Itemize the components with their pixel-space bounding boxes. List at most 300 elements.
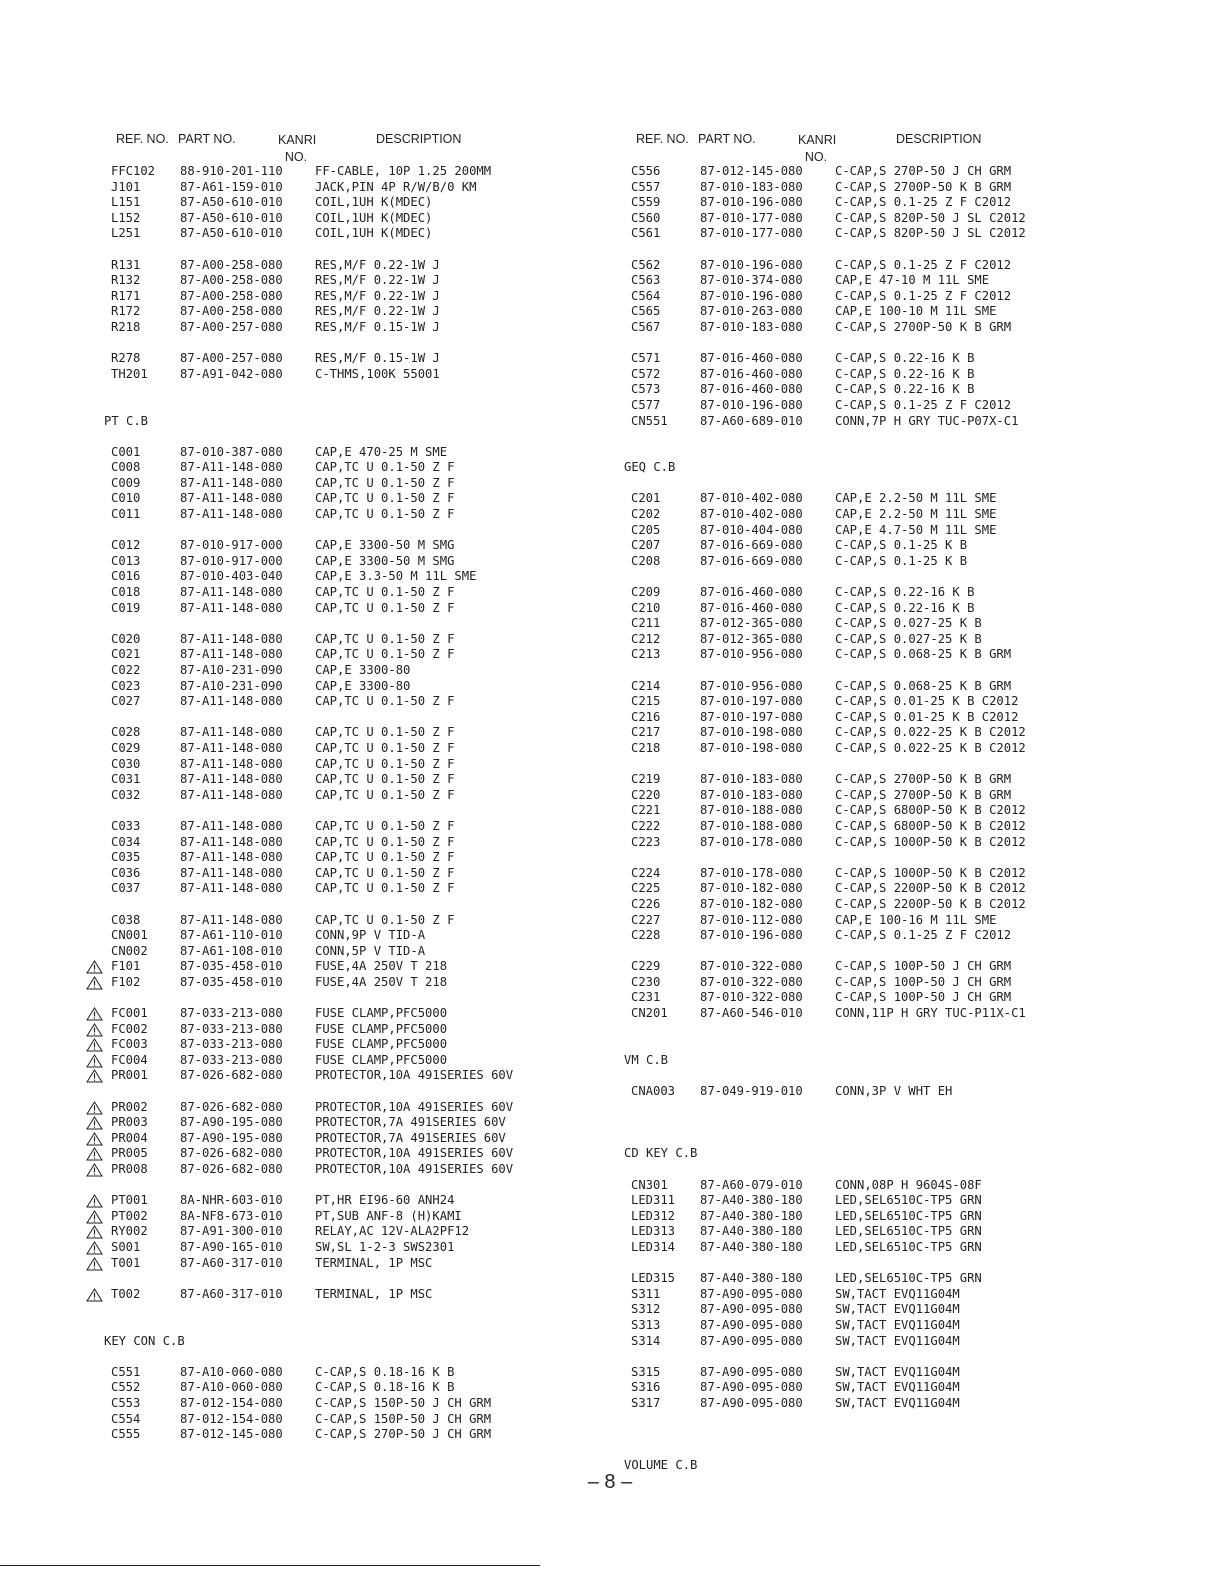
description: CAP,TC U 0.1-50 Z F xyxy=(315,585,455,600)
part-row xyxy=(606,835,1166,851)
part-row xyxy=(86,819,646,835)
description: C-CAP,S 0.18-16 K B xyxy=(315,1380,455,1395)
description: C-CAP,S 0.022-25 K B C2012 xyxy=(835,725,1026,740)
part-no: 87-026-682-080 xyxy=(180,1068,283,1083)
ref-no: C020 xyxy=(111,631,141,646)
row-spacer xyxy=(606,850,1166,866)
ref-no: TH201 xyxy=(111,366,148,381)
warning-triangle-icon xyxy=(86,1257,103,1271)
description: FUSE,4A 250V T 218 xyxy=(315,974,448,989)
part-no: 87-A11-148-080 xyxy=(180,694,283,709)
warning-triangle-icon xyxy=(86,1054,103,1068)
description: FUSE CLAMP,PFC5000 xyxy=(315,1006,448,1021)
ref-no: C559 xyxy=(631,195,661,210)
part-no: 87-010-403-040 xyxy=(180,569,283,584)
description: COIL,1UH K(MDEC) xyxy=(315,226,433,241)
part-row xyxy=(86,647,646,663)
warning-triangle-icon xyxy=(86,960,103,974)
part-no: 87-A90-095-080 xyxy=(700,1395,803,1410)
part-no: 87-010-196-080 xyxy=(700,928,803,943)
ref-no: CN201 xyxy=(631,1006,668,1021)
ref-no: C023 xyxy=(111,678,141,693)
description: LED,SEL6510C-TP5 GRN xyxy=(835,1239,982,1254)
ref-no: C573 xyxy=(631,382,661,397)
ref-no: C554 xyxy=(111,1411,141,1426)
row-spacer xyxy=(606,1256,1166,1272)
part-row xyxy=(606,1224,1166,1240)
part-no: 8A-NHR-603-010 xyxy=(180,1193,283,1208)
kanri-no-header: KANRI NO. xyxy=(278,133,317,164)
part-row xyxy=(606,803,1166,819)
ref-no: PR002 xyxy=(111,1099,148,1114)
description: CAP,E 2.2-50 M 11L SME xyxy=(835,507,997,522)
description: RES,M/F 0.15-1W J xyxy=(315,351,440,366)
part-no: 87-010-387-080 xyxy=(180,444,283,459)
kanri-no-header: KANRI NO. xyxy=(798,133,837,164)
part-row xyxy=(606,180,1166,196)
part-row xyxy=(606,507,1166,523)
part-row xyxy=(86,569,646,585)
part-no: 87-010-177-080 xyxy=(700,226,803,241)
description: C-CAP,S 2700P-50 K B GRM xyxy=(835,319,1012,334)
description: FF-CABLE, 10P 1.25 200MM xyxy=(315,164,492,178)
description: C-CAP,S 0.027-25 K B xyxy=(835,631,982,646)
ref-no: FC001 xyxy=(111,1006,148,1021)
ref-no: T001 xyxy=(111,1255,141,1270)
ref-no: LED312 xyxy=(631,1208,676,1223)
description: SW,TACT EVQ11G04M xyxy=(835,1364,960,1379)
row-spacer xyxy=(606,1100,1166,1116)
part-no: 87-012-154-080 xyxy=(180,1395,283,1410)
part-row xyxy=(606,632,1166,648)
ref-no-header: REF. NO. xyxy=(636,132,689,146)
part-no: 87-A11-148-080 xyxy=(180,460,283,475)
description: CAP,E 470-25 M SME xyxy=(315,444,448,459)
part-no: 87-A90-095-080 xyxy=(700,1333,803,1348)
part-row xyxy=(86,1006,646,1022)
column-header xyxy=(606,128,1166,164)
warning-triangle-icon xyxy=(86,1163,103,1177)
part-row xyxy=(86,850,646,866)
description: TERMINAL, 1P MSC xyxy=(315,1255,433,1270)
part-no: 87-A11-148-080 xyxy=(180,740,283,755)
part-row xyxy=(86,1256,646,1272)
section-title: VM C.B xyxy=(624,1052,669,1067)
part-no: 87-A11-148-080 xyxy=(180,912,283,927)
part-no: 87-010-198-080 xyxy=(700,740,803,755)
description: C-CAP,S 0.1-25 Z F C2012 xyxy=(835,397,1012,412)
section-title: PT C.B xyxy=(104,413,149,428)
part-row xyxy=(86,476,646,492)
part-row xyxy=(86,944,646,960)
part-row xyxy=(86,445,646,461)
ref-no: C565 xyxy=(631,304,661,319)
description: C-CAP,S 2700P-50 K B GRM xyxy=(835,179,1012,194)
part-no: 87-A00-257-080 xyxy=(180,351,283,366)
ref-no: PT001 xyxy=(111,1193,148,1208)
part-no: 87-012-365-080 xyxy=(700,631,803,646)
ref-no: PT002 xyxy=(111,1208,148,1223)
part-row xyxy=(86,1162,646,1178)
part-row xyxy=(606,788,1166,804)
part-no: 87-A91-042-080 xyxy=(180,366,283,381)
part-row xyxy=(606,554,1166,570)
description: CAP,E 3300-50 M SMG xyxy=(315,538,455,553)
part-row xyxy=(606,523,1166,539)
ref-no: F101 xyxy=(111,959,141,974)
description: CAP,TC U 0.1-50 Z F xyxy=(315,725,455,740)
row-spacer xyxy=(86,1318,646,1334)
description: CAP,TC U 0.1-50 Z F xyxy=(315,865,455,880)
part-row xyxy=(606,1302,1166,1318)
part-row xyxy=(86,367,646,383)
ref-no: S314 xyxy=(631,1333,661,1348)
part-no: 87-010-322-080 xyxy=(700,990,803,1005)
part-row xyxy=(606,897,1166,913)
part-row xyxy=(86,1240,646,1256)
part-row xyxy=(606,414,1166,430)
description: CAP,E 100-10 M 11L SME xyxy=(835,304,997,319)
part-row xyxy=(606,1334,1166,1350)
description: CAP,TC U 0.1-50 Z F xyxy=(315,850,455,865)
part-row xyxy=(606,694,1166,710)
row-spacer xyxy=(606,445,1166,461)
part-row xyxy=(86,632,646,648)
part-row xyxy=(86,1193,646,1209)
part-no: 87-026-682-080 xyxy=(180,1162,283,1176)
ref-no: CN001 xyxy=(111,928,148,943)
part-no: 87-010-402-080 xyxy=(700,507,803,522)
part-row xyxy=(86,273,646,289)
description: C-CAP,S 6800P-50 K B C2012 xyxy=(835,803,1026,818)
description: PROTECTOR,10A 491SERIES 60V xyxy=(315,1068,514,1083)
ref-no: S312 xyxy=(631,1302,661,1317)
row-spacer xyxy=(606,1349,1166,1365)
description: CAP,TC U 0.1-50 Z F xyxy=(315,600,455,615)
part-no: 87-016-460-080 xyxy=(700,366,803,381)
part-no: 87-010-188-080 xyxy=(700,818,803,833)
row-spacer xyxy=(86,398,646,414)
description: FUSE CLAMP,PFC5000 xyxy=(315,1052,448,1067)
description: CAP,TC U 0.1-50 Z F xyxy=(315,647,455,662)
part-no: 87-012-145-080 xyxy=(700,164,803,178)
part-row xyxy=(86,1224,646,1240)
part-no: 87-010-182-080 xyxy=(700,881,803,896)
description: C-CAP,S 0.1-25 Z F C2012 xyxy=(835,288,1012,303)
part-no: 88-910-201-110 xyxy=(180,164,283,178)
section-title: VOLUME C.B xyxy=(624,1458,698,1473)
part-row xyxy=(86,1068,646,1084)
description: C-CAP,S 0.068-25 K B GRM xyxy=(835,647,1012,662)
part-no: 87-A10-231-090 xyxy=(180,678,283,693)
part-row xyxy=(606,1178,1166,1194)
description: C-CAP,S 0.027-25 K B xyxy=(835,616,982,631)
part-no: 87-A90-095-080 xyxy=(700,1380,803,1395)
row-spacer xyxy=(606,569,1166,585)
warning-triangle-icon xyxy=(86,1069,103,1083)
ref-no: C019 xyxy=(111,600,141,615)
part-row xyxy=(86,788,646,804)
row-spacer xyxy=(86,382,646,398)
description: C-CAP,S 0.18-16 K B xyxy=(315,1364,455,1379)
description: CAP,TC U 0.1-50 Z F xyxy=(315,740,455,755)
part-row xyxy=(606,975,1166,991)
part-row xyxy=(86,725,646,741)
part-no: 87-A11-148-080 xyxy=(180,818,283,833)
ref-no: C227 xyxy=(631,912,661,927)
warning-triangle-icon xyxy=(86,1288,103,1302)
description: FUSE,4A 250V T 218 xyxy=(315,959,448,974)
part-no: 87-A90-195-080 xyxy=(180,1115,283,1130)
part-row xyxy=(606,1287,1166,1303)
part-row xyxy=(606,1380,1166,1396)
part-row xyxy=(86,1022,646,1038)
description: C-CAP,S 270P-50 J CH GRM xyxy=(315,1427,492,1442)
part-no: 87-A11-148-080 xyxy=(180,475,283,490)
part-no: 87-A11-148-080 xyxy=(180,834,283,849)
row-spacer xyxy=(606,944,1166,960)
page-number: – 8 – xyxy=(587,1471,633,1493)
part-row xyxy=(606,647,1166,663)
part-no: 87-026-682-080 xyxy=(180,1146,283,1161)
ref-no: C561 xyxy=(631,226,661,241)
part-row xyxy=(86,320,646,336)
part-row xyxy=(86,913,646,929)
part-no: 87-012-154-080 xyxy=(180,1411,283,1426)
part-row xyxy=(86,351,646,367)
row-spacer xyxy=(86,336,646,352)
part-row xyxy=(606,382,1166,398)
part-no: 87-A90-095-080 xyxy=(700,1286,803,1301)
description-header: DESCRIPTION xyxy=(896,132,982,146)
section-title: GEQ C.B xyxy=(624,460,676,475)
description: RES,M/F 0.22-1W J xyxy=(315,257,440,272)
row-spacer xyxy=(606,1022,1166,1038)
part-row xyxy=(86,601,646,617)
part-no: 87-035-458-010 xyxy=(180,959,283,974)
part-row xyxy=(606,959,1166,975)
part-no: 87-010-178-080 xyxy=(700,865,803,880)
ref-no: C223 xyxy=(631,834,661,849)
ref-no: PR001 xyxy=(111,1068,148,1083)
part-row xyxy=(606,538,1166,554)
description: SW,TACT EVQ11G04M xyxy=(835,1302,960,1317)
row-spacer xyxy=(606,1412,1166,1428)
row-spacer xyxy=(86,1178,646,1194)
ref-no: C201 xyxy=(631,491,661,506)
part-row xyxy=(606,1271,1166,1287)
part-no: 87-010-956-080 xyxy=(700,678,803,693)
part-row xyxy=(606,710,1166,726)
ref-no: C009 xyxy=(111,475,141,490)
ref-no: C021 xyxy=(111,647,141,662)
row-spacer xyxy=(86,242,646,258)
description: C-CAP,S 0.22-16 K B xyxy=(835,351,975,366)
warning-triangle-icon xyxy=(86,1116,103,1130)
ref-no: CNA003 xyxy=(631,1084,676,1099)
ref-no: C221 xyxy=(631,803,661,818)
ref-no: F102 xyxy=(111,974,141,989)
ref-no: C038 xyxy=(111,912,141,927)
ref-no: S316 xyxy=(631,1380,661,1395)
part-row xyxy=(86,1209,646,1225)
ref-no: C229 xyxy=(631,959,661,974)
description: CAP,E 3300-80 xyxy=(315,678,411,693)
description: CONN,3P V WHT EH xyxy=(835,1084,953,1099)
part-row xyxy=(86,835,646,851)
parts-list-right-column xyxy=(606,128,1166,1474)
row-spacer xyxy=(606,1427,1166,1443)
part-row xyxy=(86,959,646,975)
ref-no: C551 xyxy=(111,1364,141,1379)
part-no: 87-A61-159-010 xyxy=(180,179,283,194)
part-no: 87-016-460-080 xyxy=(700,585,803,600)
description: CONN,5P V TID-A xyxy=(315,943,426,958)
ref-no: C012 xyxy=(111,538,141,553)
ref-no: L151 xyxy=(111,195,141,210)
part-row xyxy=(606,928,1166,944)
ref-no: C032 xyxy=(111,787,141,802)
ref-no: R218 xyxy=(111,319,141,334)
description: CAP,TC U 0.1-50 Z F xyxy=(315,507,455,522)
part-row xyxy=(86,585,646,601)
ref-no-header: REF. NO. xyxy=(116,132,169,146)
part-no: 87-026-682-080 xyxy=(180,1099,283,1114)
description: CAP,E 3300-80 xyxy=(315,663,411,677)
ref-no: C215 xyxy=(631,694,661,709)
ref-no: L152 xyxy=(111,210,141,225)
part-row xyxy=(606,913,1166,929)
description: C-CAP,S 6800P-50 K B C2012 xyxy=(835,818,1026,833)
part-no: 87-010-374-080 xyxy=(700,273,803,288)
ref-no: R278 xyxy=(111,351,141,366)
part-row xyxy=(86,1427,646,1443)
part-no: 87-A60-317-010 xyxy=(180,1255,283,1270)
description: RES,M/F 0.22-1W J xyxy=(315,273,440,288)
part-no: 87-A11-148-080 xyxy=(180,491,283,506)
ref-no: C212 xyxy=(631,631,661,646)
description: C-CAP,S 100P-50 J CH GRM xyxy=(835,974,1012,989)
description: CAP,TC U 0.1-50 Z F xyxy=(315,834,455,849)
part-row xyxy=(606,398,1166,414)
row-spacer xyxy=(86,523,646,539)
part-row xyxy=(86,1146,646,1162)
ref-no: CN002 xyxy=(111,943,148,958)
description: PROTECTOR,10A 491SERIES 60V xyxy=(315,1146,514,1161)
part-no: 87-010-197-080 xyxy=(700,709,803,724)
part-row xyxy=(606,304,1166,320)
part-no: 87-A60-689-010 xyxy=(700,413,803,428)
part-no: 87-010-196-080 xyxy=(700,195,803,210)
part-no: 87-033-213-080 xyxy=(180,1052,283,1067)
ref-no: C567 xyxy=(631,319,661,334)
description: CAP,TC U 0.1-50 Z F xyxy=(315,460,455,475)
ref-no: R172 xyxy=(111,304,141,319)
description: LED,SEL6510C-TP5 GRN xyxy=(835,1193,982,1208)
warning-triangle-icon xyxy=(86,1225,103,1239)
description: C-CAP,S 0.1-25 K B xyxy=(835,553,968,568)
row-spacer xyxy=(86,803,646,819)
description: C-CAP,S 100P-50 J CH GRM xyxy=(835,990,1012,1005)
part-row xyxy=(86,1380,646,1396)
part-no: 87-010-183-080 xyxy=(700,319,803,334)
row-spacer xyxy=(606,336,1166,352)
part-no: 87-A90-095-080 xyxy=(700,1302,803,1317)
ref-no: C224 xyxy=(631,865,661,880)
row-spacer xyxy=(86,1349,646,1365)
description: CAP,E 2.2-50 M 11L SME xyxy=(835,491,997,506)
description: CONN,9P V TID-A xyxy=(315,928,426,943)
description: C-CAP,S 0.068-25 K B GRM xyxy=(835,678,1012,693)
part-row xyxy=(606,725,1166,741)
part-no: 87-010-196-080 xyxy=(700,288,803,303)
part-row xyxy=(606,351,1166,367)
part-no: 87-A11-148-080 xyxy=(180,507,283,522)
part-no: 87-A50-610-010 xyxy=(180,195,283,210)
part-row xyxy=(86,1287,646,1303)
description: CAP,TC U 0.1-50 Z F xyxy=(315,787,455,802)
description: C-CAP,S 100P-50 J CH GRM xyxy=(835,959,1012,974)
description: LED,SEL6510C-TP5 GRN xyxy=(835,1208,982,1223)
description: C-CAP,S 1000P-50 K B C2012 xyxy=(835,865,1026,880)
description: CAP,TC U 0.1-50 Z F xyxy=(315,818,455,833)
part-row xyxy=(86,1365,646,1381)
ref-no: T002 xyxy=(111,1286,141,1301)
part-no: 87-A10-060-080 xyxy=(180,1364,283,1379)
part-no: 87-A60-079-010 xyxy=(700,1177,803,1192)
part-no: 87-A61-110-010 xyxy=(180,928,283,943)
description: PROTECTOR,10A 491SERIES 60V xyxy=(315,1099,514,1114)
ref-no: C011 xyxy=(111,507,141,522)
part-row xyxy=(606,881,1166,897)
part-row xyxy=(606,1365,1166,1381)
description: RELAY,AC 12V-ALA2PF12 xyxy=(315,1224,470,1239)
description: CAP,E 100-16 M 11L SME xyxy=(835,912,997,927)
part-no-header: PART NO. xyxy=(698,132,756,146)
ref-no: C202 xyxy=(631,507,661,522)
warning-triangle-icon xyxy=(86,1101,103,1115)
part-no: 87-010-178-080 xyxy=(700,834,803,849)
column-header xyxy=(86,128,646,164)
parts-list-left-column xyxy=(86,128,646,1443)
ref-no: C564 xyxy=(631,288,661,303)
part-row xyxy=(86,554,646,570)
description: SW,TACT EVQ11G04M xyxy=(835,1333,960,1348)
part-no: 87-033-213-080 xyxy=(180,1037,283,1052)
warning-triangle-icon xyxy=(86,1210,103,1224)
section-title: KEY CON C.B xyxy=(104,1333,185,1348)
description: FUSE CLAMP,PFC5000 xyxy=(315,1021,448,1036)
description: CAP,TC U 0.1-50 Z F xyxy=(315,631,455,646)
row-spacer xyxy=(86,1084,646,1100)
right-rows xyxy=(606,164,1166,1474)
ref-no: C552 xyxy=(111,1380,141,1395)
description-header: DESCRIPTION xyxy=(376,132,462,146)
ref-no: R171 xyxy=(111,288,141,303)
ref-no: PR005 xyxy=(111,1146,148,1161)
description: RES,M/F 0.22-1W J xyxy=(315,304,440,319)
section-title: CD KEY C.B xyxy=(624,1146,698,1161)
part-row xyxy=(86,694,646,710)
part-no: 87-A60-317-010 xyxy=(180,1286,283,1301)
part-row xyxy=(86,679,646,695)
part-row xyxy=(86,507,646,523)
part-no: 87-010-917-000 xyxy=(180,538,283,553)
row-spacer xyxy=(86,616,646,632)
part-no: 87-A11-148-080 xyxy=(180,631,283,646)
ref-no: S317 xyxy=(631,1395,661,1410)
part-no: 87-049-919-010 xyxy=(700,1084,803,1099)
